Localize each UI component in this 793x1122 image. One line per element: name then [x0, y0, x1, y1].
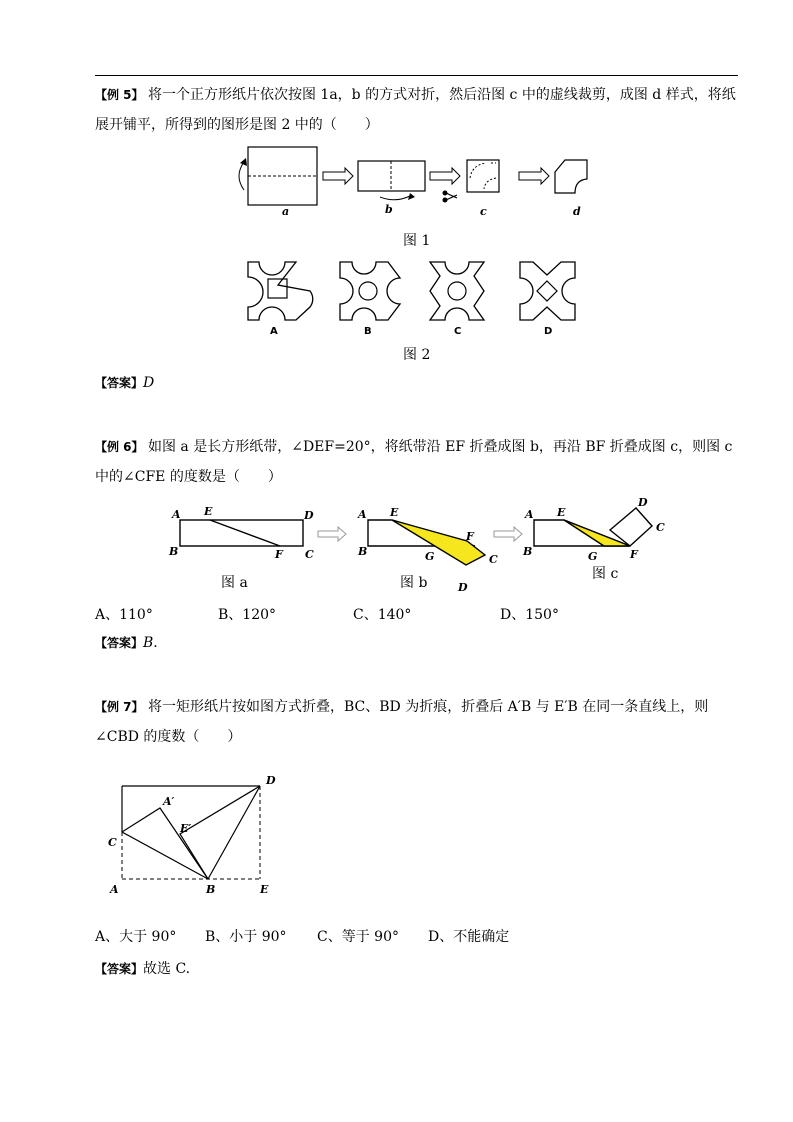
f7-label-C: C [108, 836, 117, 849]
fig1-fold-arrow-b [380, 196, 410, 200]
ex6-caption-a: 图 a [221, 575, 248, 591]
ex6-arrow-1 [318, 527, 346, 541]
fig1-label-b: b [385, 203, 393, 216]
f7-label-A1: A′ [163, 795, 175, 808]
fb-label-E: E [390, 506, 399, 519]
ex6-caption-b: 图 b [400, 575, 428, 591]
strip-a [180, 520, 303, 546]
option-c-hole [448, 282, 466, 300]
fig1-arrow-3 [519, 168, 549, 184]
fig2-label-a: A [270, 326, 278, 337]
ex7-question [95, 692, 740, 752]
fc-label-C: C [656, 521, 665, 534]
fold-e-prime [180, 786, 260, 879]
fig1-label-c: c [480, 205, 487, 218]
ex7-option-b: B、小于 90° [205, 929, 287, 945]
ex5-answer-value: D [143, 375, 155, 391]
fig1-fold-arrow-a [239, 162, 244, 190]
fb-label-C: C [489, 553, 498, 566]
fa-label-A: A [172, 508, 181, 521]
fc-label-D: D [638, 496, 648, 509]
ex7-tag: 【例 7】 [95, 700, 144, 714]
ex6-arrow-2 [494, 527, 522, 541]
ex6-figure-a [168, 505, 314, 561]
fig2-label-c: C [454, 326, 462, 337]
fig2-caption: 图 2 [403, 347, 431, 363]
ex5-text: 将一个正方形纸片依次按图 1a，b 的方式对折，然后沿图 c 中的虚线裁剪，成图 d 样式，将纸展开铺平，所得到的图形是图 2 中的（ ） [95, 87, 736, 133]
fb-label-G: G [425, 550, 435, 563]
fig1-arrowhead-b [408, 193, 415, 200]
fa-label-D: D [304, 509, 314, 522]
option-d-hole [537, 281, 557, 301]
strip-c-folded [564, 520, 630, 546]
f7-label-D: D [266, 774, 276, 787]
fc-label-F: F [630, 548, 638, 561]
ex6-option-c: C、140° [353, 607, 412, 623]
ex7-option-c: C、等于 90° [317, 929, 399, 945]
ex7-answer-value: 故选 C. [143, 961, 191, 977]
scissors-icon [443, 191, 458, 203]
fb-label-D: D [458, 581, 468, 594]
ex6-text: 如图 a 是长方形纸带，∠DEF=20°，将纸带沿 EF 折叠成图 b，再沿 BF 折叠成图 c，则图 c 中的∠CFE 的度数是（ ） [95, 439, 733, 485]
ex5-answer-tag: 【答案】 [95, 376, 144, 390]
ex6-figure-c [522, 496, 665, 563]
fig1-square-c [467, 160, 499, 192]
fig1-cut-line-c [470, 163, 486, 178]
fa-label-E: E [204, 505, 213, 518]
fig1-arrow-2 [430, 168, 460, 184]
fig1-arrowhead-a [240, 158, 247, 166]
ex6-option-a: A、110° [95, 607, 153, 623]
f7-label-E: E [260, 883, 269, 896]
option-b-shape [340, 262, 400, 320]
fig2-label-b: B [364, 326, 372, 337]
option-a-shape [248, 262, 313, 320]
fc-label-E: E [557, 506, 566, 519]
option-c-shape [430, 262, 484, 320]
ex7-figure [108, 774, 276, 896]
ex6-option-b: B、120° [218, 607, 277, 623]
ex5-answer [95, 374, 154, 391]
ex7-answer [95, 958, 190, 978]
ex5-figure1 [239, 147, 587, 218]
ex6-answer-tag: 【答案】 [95, 636, 144, 650]
fc-label-G: G [588, 550, 598, 563]
fold-line-ef-a [210, 520, 280, 546]
fig1-caption: 图 1 [403, 233, 431, 249]
fa-label-F: F [275, 548, 283, 561]
ex7-option-d: D、不能确定 [428, 929, 510, 945]
option-a-hole [268, 279, 287, 298]
fb-label-F: F [466, 530, 474, 543]
ex6-question [95, 432, 740, 492]
fig1-arrow-1 [323, 168, 353, 184]
ex5-figure2 [248, 262, 575, 337]
ex5-tag: 【例 5】 [95, 88, 144, 102]
f7-label-E1: E′ [180, 822, 192, 835]
fig1-label-d: d [573, 205, 581, 218]
ex6-answer [95, 634, 158, 651]
ex6-tag: 【例 6】 [95, 440, 144, 454]
fig2-label-d: D [544, 326, 553, 337]
ex6-answer-value: B. [143, 635, 158, 651]
fc-label-A: A [525, 508, 534, 521]
fb-label-B: B [358, 545, 368, 558]
fig1-cut-line-c2 [484, 163, 496, 189]
fold-a-prime [122, 808, 208, 879]
ex7-option-a: A、大于 90° [95, 929, 177, 945]
option-d-shape [520, 262, 575, 320]
fa-label-B: B [169, 545, 179, 558]
fb-label-A: A [358, 508, 367, 521]
crease-bc [122, 832, 208, 879]
fig1-shape-d [555, 160, 587, 193]
ex6-caption-c: 图 c [592, 566, 619, 582]
option-b-hole [359, 282, 377, 300]
fa-label-C: C [305, 548, 314, 561]
ex7-answer-tag: 【答案】 [95, 962, 144, 976]
ex6-option-d: D、150° [500, 607, 559, 623]
ex6-figure-b [357, 506, 498, 594]
fig1-label-a: a [282, 205, 290, 218]
f7-label-A: A [110, 883, 119, 896]
fc-label-B: B [523, 545, 533, 558]
ex7-text: 将一矩形纸片按如图方式折叠，BC、BD 为折痕，折叠后 A′B 与 E′B 在同一条直线上，则∠CBD 的度数（ ） [95, 699, 709, 745]
f7-label-B: B [206, 883, 216, 896]
